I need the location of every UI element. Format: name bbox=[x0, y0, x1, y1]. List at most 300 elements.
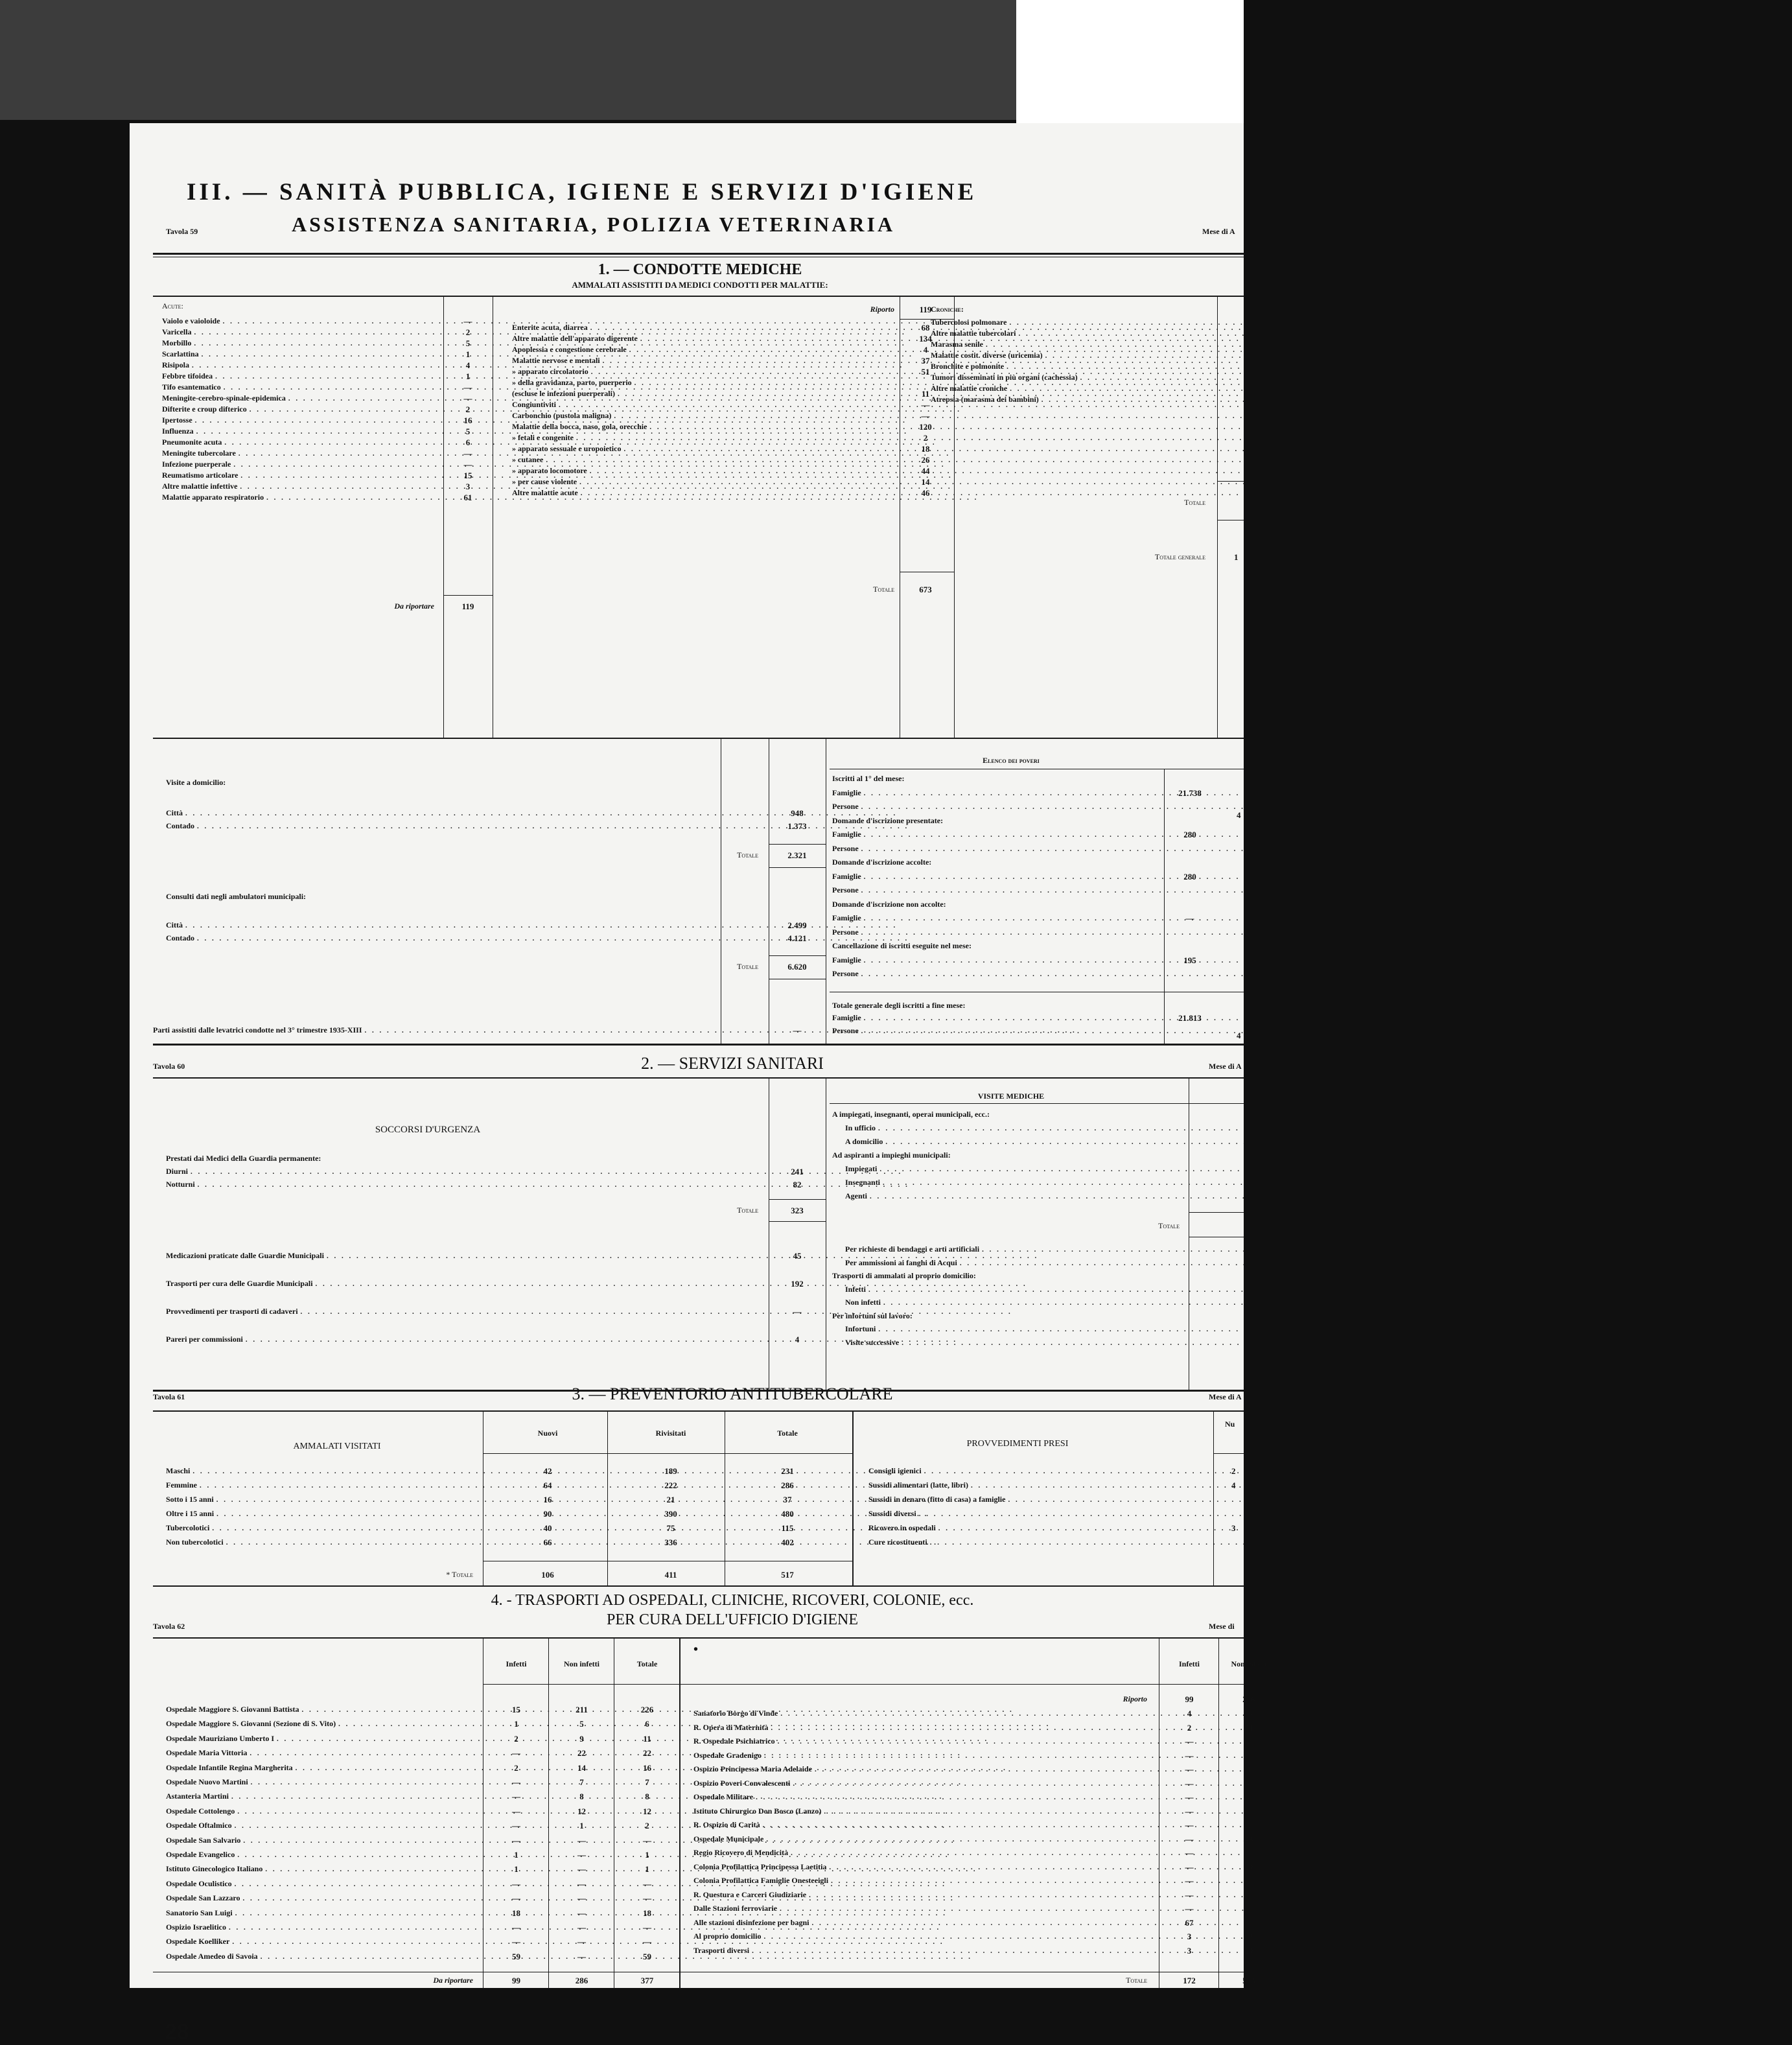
trasporti-right-total-label: Totale bbox=[1126, 1976, 1147, 1985]
provvedimento-row: Sussidi diversi . . . bbox=[868, 1509, 1205, 1521]
trasporti-right-row: Ospizio Poveri Convalescenti . . . bbox=[693, 1779, 1154, 1790]
preventorio-value: 75 bbox=[666, 1523, 675, 1533]
poveri-value: 280 bbox=[1183, 871, 1196, 882]
poveri-heading: Iscritti al 1° del mese: bbox=[832, 774, 905, 783]
trasporti-right-row: R. Questura e Carceri Giudiziarie . . . bbox=[693, 1890, 1154, 1902]
middle-row: » della gravidanza, parto, puerperio . . . bbox=[512, 378, 894, 390]
poveri-row: Famiglie . . . bbox=[832, 955, 1163, 967]
trasporti-riporto-value: 286 bbox=[1242, 1694, 1255, 1704]
trasporti-value: 1 bbox=[514, 1719, 518, 1729]
acute-value: 15 bbox=[463, 471, 472, 480]
trasporti-value: 22 bbox=[643, 1748, 651, 1759]
visits-country-row: Contado . . . bbox=[166, 821, 762, 833]
preventorio-value: 16 bbox=[543, 1495, 552, 1504]
trasporti-right-value: — bbox=[1185, 1904, 1194, 1913]
preventorio-value: 286 bbox=[781, 1480, 794, 1490]
trasporti-row: Ospedale Koelliker . . . bbox=[166, 1937, 477, 1948]
bullet-mark: • bbox=[693, 1642, 699, 1657]
provvedimenti-heading: PROVVEDIMENTI PRESI bbox=[966, 1439, 1069, 1449]
preventorio-row: Non tubercolotici . . . bbox=[166, 1537, 471, 1549]
trasporti-value: — bbox=[512, 1748, 520, 1759]
trasporti-value: — bbox=[577, 1864, 586, 1875]
diurni-value: 241 bbox=[791, 1167, 804, 1176]
diurni-row: Diurni . . . bbox=[166, 1167, 762, 1178]
trasporti-value: — bbox=[643, 1878, 651, 1889]
trasporti-value: — bbox=[577, 1922, 586, 1932]
provvedimento-value: 2 bbox=[1231, 1466, 1236, 1476]
visite-heading: Ad aspiranti a impieghi municipali: bbox=[832, 1151, 951, 1160]
service-row: Trasporti per cura delle Guardie Municipali . . . bbox=[166, 1279, 762, 1291]
prestati-heading: Prestati dai Medici della Guardia permanente: bbox=[166, 1154, 321, 1163]
trasporti-right-value: 3 bbox=[1187, 1945, 1192, 1956]
trasporti-riporto-value: 99 bbox=[1185, 1694, 1194, 1704]
visits-city-value: 948 bbox=[791, 808, 804, 818]
acute-value: 1 bbox=[465, 371, 471, 381]
trasporti-right-row: Ospedale Gradenigo . . . bbox=[693, 1751, 1154, 1762]
trasporti-right-value: — bbox=[1185, 1834, 1194, 1844]
trasporti-value: 59 bbox=[643, 1951, 651, 1961]
trasporti-row: Ospedale San Salvario . . . bbox=[166, 1836, 477, 1847]
trasporti-value: 211 bbox=[576, 1705, 588, 1714]
chronic-row: Malattie costit. diverse (uricemia) . . . bbox=[931, 351, 1209, 362]
trasporti-value: 12 bbox=[643, 1806, 651, 1816]
acute-heading: Acute: bbox=[162, 301, 183, 310]
trasporti-row: Ospedale Mauriziano Umberto I . . . bbox=[166, 1734, 477, 1746]
poveri-value: — bbox=[1185, 913, 1194, 923]
trasporti-right-value: — bbox=[1244, 1917, 1253, 1928]
rule bbox=[769, 1199, 826, 1200]
chronic-total-label: Totale bbox=[1184, 498, 1205, 507]
middle-value: 68 bbox=[921, 323, 930, 333]
service-value: — bbox=[793, 1307, 802, 1316]
trasporti-right-col-header: Non infetti bbox=[1231, 1659, 1267, 1668]
visite-row: In ufficio . . . bbox=[845, 1123, 1182, 1135]
trasporti-right-value: 3 bbox=[1187, 1932, 1192, 1941]
trasporti-right-value: 8 bbox=[1246, 1848, 1251, 1858]
trasporti-right-value: — bbox=[1185, 1848, 1194, 1858]
trasporti-row: Ospedale Infantile Regina Margherita . . . bbox=[166, 1763, 477, 1775]
trasporti-row: Astanteria Martini . . . bbox=[166, 1792, 477, 1803]
trasporti-value: — bbox=[512, 1821, 520, 1831]
preventorio-value: 336 bbox=[664, 1537, 677, 1547]
trasporti-value: — bbox=[643, 1835, 651, 1845]
acute-value: 5 bbox=[465, 338, 471, 348]
trasporti-right-value: — bbox=[1244, 1709, 1253, 1718]
provvedimento-row: Ricovero in ospedali . . . bbox=[868, 1523, 1205, 1535]
acute-value: 6 bbox=[465, 438, 471, 447]
visite-total-label: Totale bbox=[1158, 1221, 1180, 1230]
page-number: 28 bbox=[165, 2020, 189, 2044]
middle-value: 37 bbox=[921, 356, 930, 366]
trasporti-value: 2 bbox=[645, 1821, 649, 1831]
acute-row: Risipola . . . bbox=[162, 360, 434, 372]
preventorio-value: 189 bbox=[664, 1466, 677, 1476]
visite-title: VISITE MEDICHE bbox=[977, 1092, 1045, 1101]
service-row: Medicazioni praticate dalle Guardie Municipali . . . bbox=[166, 1251, 762, 1263]
page bbox=[130, 123, 1303, 2044]
section-title-2: PER CURA DELL'UFFICIO D'IGIENE bbox=[607, 1611, 858, 1628]
acute-value: — bbox=[463, 449, 472, 458]
trasporti-total: 99 bbox=[512, 1976, 520, 1985]
trasporti-right-value: 4 bbox=[1187, 1709, 1192, 1718]
poveri-value: 195 bbox=[1183, 955, 1196, 965]
trasporti-right-row: Al proprio domicilio . . . bbox=[693, 1932, 1154, 1943]
visite-row: Per ammissioni ai fanghi di Acqui . . . bbox=[845, 1258, 1182, 1270]
trasporti-value: — bbox=[512, 1937, 520, 1947]
da-riportare-label: Da riportare bbox=[394, 602, 434, 611]
rule bbox=[153, 1044, 1244, 1046]
chronic-row: Altre malattie croniche . . . bbox=[931, 384, 1209, 395]
middle-row: Altre malattie acute . . . bbox=[512, 488, 894, 500]
middle-row: Malattie della bocca, naso, gola, orecchie . . . bbox=[512, 422, 894, 434]
middle-value: 26 bbox=[921, 455, 930, 465]
table-tag: Tavola 59 bbox=[166, 227, 198, 236]
trasporti-value: 15 bbox=[512, 1705, 520, 1714]
service-value: 4 bbox=[795, 1335, 800, 1344]
poveri-edge: 4 bbox=[1237, 810, 1241, 820]
preventorio-value: 37 bbox=[783, 1495, 792, 1504]
middle-value: — bbox=[921, 400, 930, 410]
rule bbox=[769, 1221, 826, 1222]
rule bbox=[1189, 1212, 1244, 1213]
trasporti-da-riportare: Da riportare bbox=[433, 1976, 473, 1985]
trasporti-value: — bbox=[512, 1893, 520, 1904]
acute-row: Meningite tubercolare . . . bbox=[162, 449, 434, 460]
middle-row: » apparato circolatorio . . . bbox=[512, 367, 894, 379]
trasporti-value: — bbox=[512, 1878, 520, 1889]
rule bbox=[153, 1637, 1244, 1639]
preventorio-value: 115 bbox=[781, 1523, 794, 1533]
part-subtitle: ASSISTENZA SANITARIA, POLIZIA VETERINARIA bbox=[292, 213, 896, 236]
poveri-row: Famiglie . . . bbox=[832, 872, 1163, 883]
acute-row: Influenza . . . bbox=[162, 427, 434, 438]
middle-value: 44 bbox=[921, 466, 930, 476]
scanner-background bbox=[0, 0, 1016, 120]
provvedimento-row: Consigli igienici . . . bbox=[868, 1466, 1205, 1478]
middle-row: » per cause violente . . . bbox=[512, 477, 894, 489]
trasporti-right-row: Regio Ricovero di Mendicità . . . bbox=[693, 1848, 1154, 1860]
acute-row: Febbre tifoidea . . . bbox=[162, 371, 434, 383]
visite-row: A domicilio . . . bbox=[845, 1137, 1182, 1149]
rule bbox=[830, 1103, 1244, 1104]
consult-city-value: 2.499 bbox=[787, 920, 807, 930]
service-value: 45 bbox=[793, 1251, 802, 1261]
rule bbox=[769, 844, 826, 845]
middle-total-label: Totale bbox=[873, 585, 894, 594]
trasporti-row: Ospedale Amedeo di Savoia . . . bbox=[166, 1952, 477, 1963]
acute-row: Altre malattie infettive . . . bbox=[162, 482, 434, 493]
consult-total-value: 6.620 bbox=[787, 962, 807, 972]
trasporti-value: — bbox=[512, 1835, 520, 1845]
visite-row: Infortuni . . . bbox=[845, 1324, 1182, 1336]
visite-row: Impiegati . . . bbox=[845, 1164, 1182, 1176]
visits-total-label: Totale bbox=[737, 850, 758, 859]
trasporti-right-row: Ospizio Principessa Maria Adelaide . . . bbox=[693, 1764, 1154, 1776]
trasporti-value: 2 bbox=[514, 1762, 518, 1773]
preventorio-total: 411 bbox=[664, 1570, 677, 1580]
preventorio-value: 21 bbox=[666, 1495, 675, 1504]
acute-row: Tifo esantematico . . . bbox=[162, 382, 434, 394]
poveri-heading: Domande d'iscrizione accolte: bbox=[832, 858, 932, 867]
middle-row: Malattie nervose e mentali . . . bbox=[512, 356, 894, 368]
trasporti-right-row: Dalle Stazioni ferroviarie . . . bbox=[693, 1904, 1154, 1915]
month-tag: Mese di A bbox=[1209, 1392, 1242, 1401]
trasporti-total: 377 bbox=[640, 1976, 654, 1985]
acute-value: 3 bbox=[465, 482, 471, 491]
trasporti-right-row: Istituto Chirurgico Don Bosco (Lanzo) . . . bbox=[693, 1806, 1154, 1818]
trasporti-right-value: 67 bbox=[1185, 1917, 1194, 1928]
trasporti-value: — bbox=[512, 1777, 520, 1787]
trasporti-right-value: 1 bbox=[1246, 1764, 1251, 1774]
provvedimento-row: Sussidi in denaro (fitto di casa) a famiglie . . . bbox=[868, 1495, 1205, 1506]
trasporti-value: 7 bbox=[645, 1777, 649, 1787]
preventorio-value: 480 bbox=[781, 1509, 794, 1519]
trasporti-row: Ospedale Maggiore S. Giovanni (Sezione di S. Vito) . . . bbox=[166, 1719, 477, 1731]
section-title: 1. — CONDOTTE MEDICHE bbox=[598, 261, 802, 278]
poveri-final-fam-value: 21.813 bbox=[1178, 1013, 1202, 1023]
trasporti-value: 2 bbox=[514, 1733, 518, 1744]
preventorio-total-label: * Totale bbox=[446, 1570, 473, 1579]
rule bbox=[153, 296, 1244, 297]
rule bbox=[1213, 1453, 1244, 1454]
trasporti-row: Ospedale Maggiore S. Giovanni Battista . . . bbox=[166, 1705, 477, 1716]
acute-row: Malattie apparato respiratorio . . . bbox=[162, 493, 434, 504]
trasporti-value: 7 bbox=[579, 1777, 584, 1787]
trasporti-right-value: 92 bbox=[1244, 1932, 1253, 1941]
visite-row: Agenti . . . bbox=[845, 1191, 1182, 1203]
chronic-row: Tumori disseminati in più organi (cachessia) . . . bbox=[931, 373, 1209, 384]
rule bbox=[769, 867, 826, 868]
trasporti-value: 226 bbox=[640, 1705, 654, 1714]
acute-row: Pneumonite acuta . . . bbox=[162, 438, 434, 449]
middle-value: 51 bbox=[921, 367, 930, 377]
trasporti-row: Ospedale Oftalmico . . . bbox=[166, 1821, 477, 1832]
preventorio-value: 231 bbox=[781, 1466, 794, 1476]
preventorio-row: Sotto i 15 anni . . . bbox=[166, 1495, 471, 1506]
chronic-heading: Croniche: bbox=[931, 305, 964, 314]
poveri-row: Persone . . . bbox=[832, 885, 1163, 897]
acute-row: Morbillo . . . bbox=[162, 338, 434, 350]
acute-row: Reumatismo articolare . . . bbox=[162, 471, 434, 482]
trasporti-right-value: 2 bbox=[1246, 1820, 1251, 1830]
trasporti-value: 5 bbox=[579, 1719, 584, 1729]
preventorio-row: Oltre i 15 anni . . . bbox=[166, 1509, 471, 1521]
poveri-heading: Domande d'iscrizione presentate: bbox=[832, 815, 944, 825]
trasporti-value: 1 bbox=[579, 1821, 584, 1831]
middle-value: 18 bbox=[921, 444, 930, 454]
trasporti-right-row: R. Opera di Maternità . . . bbox=[693, 1723, 1154, 1735]
middle-row: Congiuntiviti . . . bbox=[512, 400, 894, 412]
acute-value: — bbox=[463, 382, 472, 392]
acute-row: Varicella . . . bbox=[162, 327, 434, 339]
soccorsi-total-value: 323 bbox=[791, 1206, 804, 1215]
chronic-row: Atrepsia (marasma dei bambini) . . . bbox=[931, 395, 1209, 406]
poveri-final-heading: Totale generale degli iscritti a fine mese: bbox=[832, 1001, 966, 1010]
poveri-row: Persone . . . bbox=[832, 844, 1163, 856]
visits-country-value: 1.373 bbox=[787, 821, 807, 831]
trasporti-right-value: 48 bbox=[1244, 1834, 1253, 1844]
preventorio-total: 517 bbox=[781, 1570, 794, 1580]
births-row: Parti assistiti dalle levatrici condotte nel 3° trimestre 1935-XIII . . . bbox=[153, 1025, 762, 1037]
middle-row: » cutanee . . . bbox=[512, 455, 894, 467]
preventorio-value: 390 bbox=[664, 1509, 677, 1519]
da-riportare-value: 119 bbox=[461, 602, 474, 611]
middle-value: 11 bbox=[921, 389, 930, 399]
trasporti-col-header: Totale bbox=[636, 1659, 658, 1668]
table-tag: Tavola 61 bbox=[153, 1392, 185, 1401]
trasporti-right-col-header: T bbox=[1297, 1659, 1303, 1668]
poveri-row: Persone . . . bbox=[832, 802, 1163, 813]
trasporti-right-value: — bbox=[1185, 1889, 1194, 1900]
rule bbox=[153, 253, 1244, 255]
preventorio-value: 222 bbox=[664, 1480, 677, 1490]
poveri-title: Elenco dei poveri bbox=[983, 756, 1040, 765]
trasporti-value: 59 bbox=[512, 1951, 520, 1961]
poveri-row: Persone . . . bbox=[832, 928, 1163, 939]
section-subtitle: AMMALATI ASSISTITI DA MEDICI CONDOTTI PER MALATTIE: bbox=[572, 280, 828, 290]
section-title: 3. — PREVENTORIO ANTITUBERCOLARE bbox=[572, 1385, 893, 1403]
trasporti-right-value: 19 bbox=[1244, 1862, 1253, 1872]
middle-row: Apoplessia e congestione cerebrale . . . bbox=[512, 345, 894, 356]
trasporti-right-value: — bbox=[1185, 1736, 1194, 1746]
poveri-value: 280 bbox=[1183, 830, 1196, 839]
rule bbox=[153, 738, 1244, 739]
section-title: 4. - TRASPORTI AD OSPEDALI, CLINICHE, RICOVERI, COLONIE, ecc. bbox=[491, 1592, 974, 1609]
service-row: Pareri per commissioni . . . bbox=[166, 1335, 762, 1346]
poveri-row: Famiglie . . . bbox=[832, 913, 1163, 925]
trasporti-value: 11 bbox=[643, 1733, 651, 1744]
trasporti-right-value: 8 bbox=[1246, 1889, 1251, 1900]
poveri-final-pers: Persone . . . bbox=[832, 1026, 1163, 1038]
rule bbox=[153, 1585, 1244, 1587]
acute-value: — bbox=[463, 460, 472, 469]
visite-row: Infetti . . . bbox=[845, 1285, 1182, 1296]
preventorio-row: Femmine . . . bbox=[166, 1480, 471, 1492]
rule bbox=[443, 595, 493, 596]
service-value: 192 bbox=[791, 1279, 804, 1289]
acute-value: 2 bbox=[465, 404, 471, 414]
scanner-background-light bbox=[1016, 0, 1244, 123]
trasporti-value: 18 bbox=[643, 1908, 651, 1918]
acute-row: Vaiolo e vaioloide . . . bbox=[162, 316, 434, 328]
poveri-row: Famiglie . . . bbox=[832, 830, 1163, 841]
trasporti-row: Ospedale Nuovo Martini . . . bbox=[166, 1777, 477, 1789]
trasporti-row: Ospedale Maria Vittoria . . . bbox=[166, 1748, 477, 1760]
month-tag: Mese di bbox=[1209, 1622, 1235, 1631]
trasporti-value: — bbox=[577, 1937, 586, 1947]
acute-value: — bbox=[463, 316, 472, 326]
poveri-edge: 4 bbox=[1237, 1031, 1241, 1040]
trasporti-right-value: — bbox=[1244, 1792, 1253, 1802]
ammalati-heading: AMMALATI VISITATI bbox=[293, 1442, 381, 1451]
chronic-row: Tubercolosi polmonare . . . bbox=[931, 318, 1209, 329]
acute-row: Difterite e croup difterico . . . bbox=[162, 404, 434, 416]
preventorio-value: 40 bbox=[543, 1523, 552, 1533]
visite-heading: Trasporti di ammalati al proprio domicilio: bbox=[832, 1271, 976, 1280]
acute-value: 61 bbox=[463, 493, 472, 502]
trasporti-right-value: 4 bbox=[1246, 1876, 1251, 1886]
preventorio-value: 66 bbox=[543, 1537, 552, 1547]
poveri-heading: Cancellazione di iscritti eseguite nel mese: bbox=[832, 941, 972, 950]
notturni-row: Notturni . . . bbox=[166, 1180, 762, 1191]
acute-value: 1 bbox=[465, 349, 471, 359]
trasporti-right-total: 172 bbox=[1183, 1976, 1196, 1985]
chronic-row: Bronchite e polmonite . . . bbox=[931, 362, 1209, 373]
trasporti-right-row: Colonia Profilattica Famiglie Onesteeigli . . . bbox=[693, 1876, 1154, 1887]
chronic-row: Marasma senile . . . bbox=[931, 340, 1209, 351]
trasporti-value: 1 bbox=[645, 1864, 649, 1875]
poveri-value: 21.738 bbox=[1178, 788, 1202, 798]
middle-value: 134 bbox=[919, 334, 932, 344]
trasporti-value: — bbox=[577, 1835, 586, 1845]
riporto-value: 119 bbox=[919, 305, 932, 314]
middle-row: Altre malattie dell'apparato digerente . . . bbox=[512, 334, 894, 345]
visits-total-value: 2.321 bbox=[787, 850, 807, 860]
acute-value: — bbox=[463, 393, 472, 403]
births-value: — bbox=[793, 1025, 802, 1035]
consult-country-row: Contado . . . bbox=[166, 933, 762, 945]
provvedimento-row: Sussidi alimentari (latte, libri) . . . bbox=[868, 1480, 1205, 1492]
riporto-label: Riporto bbox=[870, 305, 894, 314]
middle-value: 120 bbox=[919, 422, 932, 432]
trasporti-row: Ospedale Evangelico . . . bbox=[166, 1850, 477, 1862]
trasporti-value: 16 bbox=[643, 1762, 651, 1773]
rule bbox=[769, 955, 826, 956]
acute-row: Scarlattina . . . bbox=[162, 349, 434, 361]
trasporti-value: — bbox=[577, 1893, 586, 1904]
trasporti-value: — bbox=[577, 1878, 586, 1889]
trasporti-total: 286 bbox=[575, 1976, 588, 1985]
trasporti-row: Ospedale Cottolengo . . . bbox=[166, 1806, 477, 1818]
visite-heading: Per infortuni sul lavoro: bbox=[832, 1311, 913, 1320]
acute-row: Ipertosse . . . bbox=[162, 415, 434, 427]
part-title: III. — SANITÀ PUBBLICA, IGIENE E SERVIZI D'IGIENE bbox=[187, 179, 977, 205]
trasporti-value: 22 bbox=[577, 1748, 586, 1759]
provvedimenti-col: Nu bbox=[1225, 1420, 1235, 1429]
table-tag: Tavola 60 bbox=[153, 1062, 185, 1071]
preventorio-total: 106 bbox=[541, 1570, 554, 1580]
table-tag: Tavola 62 bbox=[153, 1622, 185, 1631]
preventorio-value: 90 bbox=[543, 1509, 552, 1519]
preventorio-row: Tubercolotici . . . bbox=[166, 1523, 471, 1535]
middle-row: Carbonchio (pustola maligna) . . . bbox=[512, 411, 894, 423]
trasporti-right-value: — bbox=[1185, 1876, 1194, 1886]
middle-row: » apparato sessuale e uropoietico . . . bbox=[512, 444, 894, 456]
trasporti-value: 1 bbox=[514, 1850, 518, 1860]
trasporti-value: 14 bbox=[577, 1762, 586, 1773]
trasporti-value: 8 bbox=[645, 1792, 649, 1802]
trasporti-row: Ospedale San Lazzaro . . . bbox=[166, 1893, 477, 1905]
soccorsi-heading: SOCCORSI D'URGENZA bbox=[375, 1125, 481, 1135]
chronic-row: Altre malattie tubercolari . . . bbox=[931, 329, 1209, 340]
trasporti-right-value: 9 bbox=[1246, 1736, 1251, 1746]
trasporti-value: — bbox=[512, 1792, 520, 1802]
acute-value: 2 bbox=[465, 327, 471, 337]
trasporti-value: 9 bbox=[579, 1733, 584, 1744]
acute-value: 16 bbox=[463, 415, 472, 425]
soccorsi-total-label: Totale bbox=[737, 1206, 758, 1215]
middle-total-value: 673 bbox=[919, 585, 932, 594]
trasporti-right-value: 2 bbox=[1187, 1722, 1192, 1733]
preventorio-row: Maschi . . . bbox=[166, 1466, 471, 1478]
acute-value: 5 bbox=[465, 427, 471, 436]
trasporti-right-value: — bbox=[1244, 1806, 1253, 1816]
trasporti-value: 12 bbox=[577, 1806, 586, 1816]
acute-row: Meningite-cerebro-spinale-epidemica . . . bbox=[162, 393, 434, 405]
trasporti-right-row: Colonia Profilattica Principessa Laetitia . . . bbox=[693, 1862, 1154, 1874]
preventorio-col-header: Nuovi bbox=[537, 1429, 558, 1438]
trasporti-right-row: Alle stazioni disinfezione per bagni . . . bbox=[693, 1918, 1154, 1930]
